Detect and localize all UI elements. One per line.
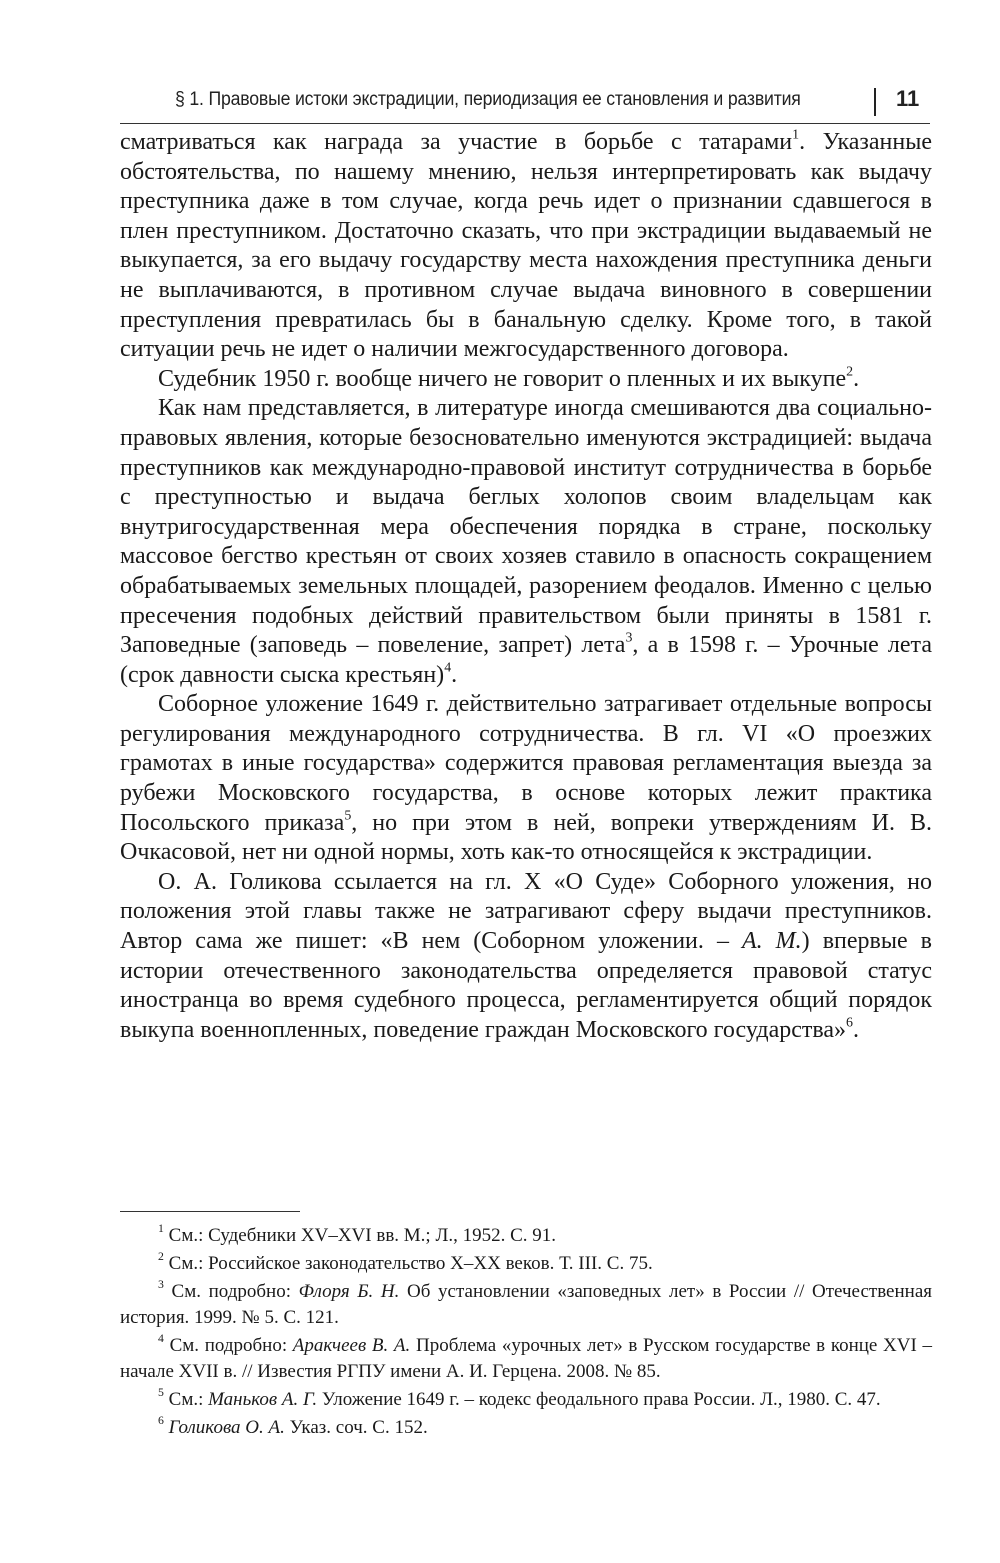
author-initials: А. М. [741,928,802,955]
page-number: 11 [896,86,920,111]
paragraph-2: Судебник 1950 г. вообще ничего не говорит о пленных и их выкупе$^2$. [158,364,860,392]
header-title: § 1. Правовые истоки экстрадиции, периодизация ее становления и развития [175,89,801,110]
paragraph-1: сматриваться как награда за участие в борьбе с татарами$^1$. Указанные обстоятельства, по нашему мнению, нельзя интерпретировать как выдачу преступника даже в том случае, когда речь идет о признании сдавшегося в плен преступником. Достаточно сказать, что при экстрадиции выдаваемый не выкупается, за его выдачу государству места нахождения преступника деньги не выплачиваются, в противном случае выдача виновного в совершении преступления превратилась бы в банальную сделку. Кроме того, в такой ситуации речь не идет о наличии межгосударственного договора. [120,127,932,363]
paragraph-3: Как нам представляется, в литературе иногда смешиваются два социально-правовых явления, которые безосновательно именуются экстрадицией: выдача преступников как международно-правовой институт сотрудничества в борьбе с преступностью и выдача беглых холопов своим владельцам как внутригосударственная мера обеспечения порядка в стране, поскольку массовое бегство крестьян от своих хозяев ставило в опасность сокращением обрабатываемых земельных площадей, разорением феодалов. Именно с целью пресечения подобных действий правительством были приняты в 1581 г. Заповедные (заповедь – повеление, запрет) лета$^3$, а в 1598 г. – Урочные лета (срок давности сыска крестьян)$^4$. [120,395,932,688]
footnote-separator [120,1211,300,1212]
footnote-ref: 4 [444,660,452,676]
footnote-ref: 5 [344,808,352,824]
running-header [120,84,930,124]
paragraph-5: О. А. Голикова ссылается на гл. Х «О Суде» Соборного уложения, но положения этой главы также не затрагивают сферу выдачи преступников. Автор сама же пишет: «В нем (Соборном уложении. – А. М.) впервые в истории отечественного законодательства определяется правовой статус иностранца во время судебного процесса, регламентируется общий порядок выкупа военнопленных, поведение граждан Московского государства»$^6$. [120,868,933,1043]
footnote-ref: 1 [792,127,800,143]
footnote-ref: 3 [625,630,633,646]
footnote-2: $^2$ См.: Российское законодательство X–XX веков. Т. III. С. 75. [158,1250,653,1274]
footnote-6: $^6$ Голикова О. А. Указ. соч. С. 152. [158,1414,428,1438]
footnotes [120,1223,932,1443]
footnote-5: $^5$ См.: Маньков А. Г. Уложение 1649 г. – кодекс феодального права России. Л., 1980. С. 47. [158,1386,881,1410]
footnote-3: $^3$ См. подробно: Флоря Б. Н. Об установлении «заповедных лет» в России // Отечественная история. 1999. № 5. С. 121. [120,1278,932,1328]
main-text [120,128,932,1045]
footnote-ref: 6 [846,1015,853,1031]
footnote-1: $^1$ См.: Судебники XV–XVI вв. М.; Л., 1952. С. 91. [158,1222,557,1246]
header-separator [874,88,876,116]
footnote-ref: 2 [846,364,854,380]
header-rule [120,123,930,124]
footnote-4: $^4$ См. подробно: Аракчеев В. А. Проблема «урочных лет» в Русском государстве в конце XVI – начале XVII в. // Известия РГПУ имени А. И. Герцена. 2008. № 85. [120,1332,932,1382]
paragraph-4: Соборное уложение 1649 г. действительно затрагивает отдельные вопросы регулирования международного сотрудничества. В гл. VI «О проезжих грамотах в иные государства» содержится правовая регламентация выезда за рубежи Московского государства, в основе которых лежит практика Посольского приказа$^5$, но при этом в ней, вопреки утверждениям И. В. Очкасовой, нет ни одной нормы, хоть как-то относящейся к экстрадиции. [120,691,932,866]
